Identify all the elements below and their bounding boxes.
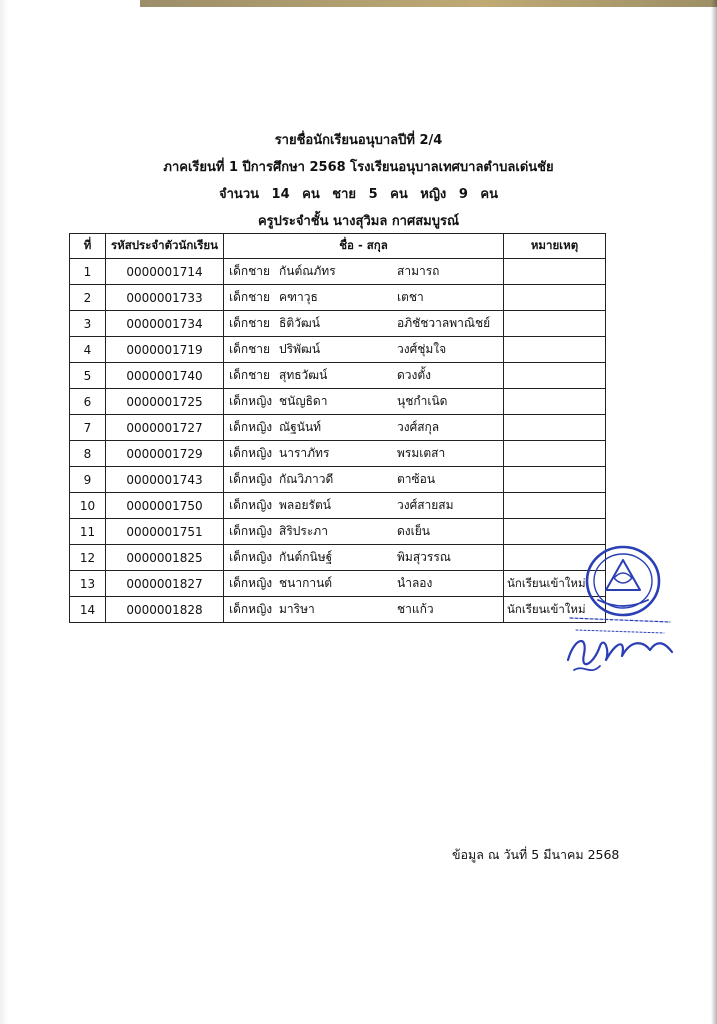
row-number: 8 bbox=[70, 441, 106, 467]
note bbox=[504, 285, 606, 311]
first-name: กัณวิภาวดี bbox=[279, 472, 334, 486]
total-label: จำนวน bbox=[219, 187, 260, 202]
student-id: 0000001750 bbox=[106, 493, 224, 519]
last-name: ตาซ้อน bbox=[397, 472, 436, 486]
student-name bbox=[224, 389, 504, 415]
name-prefix: เด็กชาย bbox=[229, 264, 271, 278]
note bbox=[504, 389, 606, 415]
name-prefix: เด็กหญิง bbox=[229, 394, 273, 408]
first-name: สิริประภา bbox=[279, 524, 328, 538]
note bbox=[504, 311, 606, 337]
student-name bbox=[224, 519, 504, 545]
seal-outer-ring bbox=[587, 547, 659, 615]
seal-inner-ring bbox=[594, 554, 652, 608]
student-name bbox=[224, 259, 504, 285]
row-number: 13 bbox=[70, 571, 106, 597]
row-number: 4 bbox=[70, 337, 106, 363]
page-subtitle: ภาคเรียนที่ 1 ปีการศึกษา 2568 โรงเรียนอนุบาลเทศบาลตำบลเด่นชัย bbox=[163, 160, 554, 175]
note bbox=[504, 493, 606, 519]
first-name: สุทธวัฒน์ bbox=[279, 368, 328, 382]
table-row bbox=[70, 285, 606, 311]
table-row bbox=[70, 467, 606, 493]
name-prefix: เด็กหญิง bbox=[229, 446, 273, 460]
row-number: 2 bbox=[70, 285, 106, 311]
first-name: ชนัญธิดา bbox=[279, 394, 328, 408]
table-header-row bbox=[70, 234, 606, 259]
student-id: 0000001743 bbox=[106, 467, 224, 493]
name-prefix: เด็กหญิง bbox=[229, 524, 273, 538]
table-row bbox=[70, 545, 606, 571]
table-row bbox=[70, 441, 606, 467]
table-row bbox=[70, 337, 606, 363]
row-number: 7 bbox=[70, 415, 106, 441]
male-label: ชาย bbox=[332, 187, 357, 202]
seal-ribbon bbox=[598, 600, 648, 606]
student-id: 0000001825 bbox=[106, 545, 224, 571]
student-id: 0000001729 bbox=[106, 441, 224, 467]
last-name: วงศ์ชุ่มใจ bbox=[397, 342, 447, 356]
unit-label: คน bbox=[390, 187, 408, 202]
table-row bbox=[70, 519, 606, 545]
name-prefix: เด็กหญิง bbox=[229, 602, 273, 616]
last-name: นุชกำเนิด bbox=[397, 394, 448, 408]
student-id: 0000001734 bbox=[106, 311, 224, 337]
note bbox=[504, 337, 606, 363]
school-seal-stamp bbox=[560, 538, 710, 688]
seal-emblem-shape bbox=[606, 560, 640, 590]
first-name: ชนากานต์ bbox=[279, 576, 333, 590]
column-header-note: หมายเหตุ bbox=[504, 234, 606, 259]
signature-flourish bbox=[574, 666, 600, 670]
last-name: อภิชัชวาลพาณิชย์ bbox=[397, 316, 491, 330]
table-body bbox=[70, 259, 606, 623]
last-name: สามารถ bbox=[397, 264, 440, 278]
student-name bbox=[224, 571, 504, 597]
name-prefix: เด็กชาย bbox=[229, 290, 271, 304]
last-name: พิมสุวรรณ bbox=[397, 550, 451, 564]
name-prefix: เด็กชาย bbox=[229, 316, 271, 330]
seal-emblem-detail bbox=[614, 573, 632, 583]
student-id: 0000001725 bbox=[106, 389, 224, 415]
student-name bbox=[224, 415, 504, 441]
row-number: 12 bbox=[70, 545, 106, 571]
note bbox=[504, 467, 606, 493]
row-number: 10 bbox=[70, 493, 106, 519]
student-name bbox=[224, 597, 504, 623]
student-name bbox=[224, 285, 504, 311]
total-count: 14 bbox=[271, 187, 290, 202]
last-name: วงศ์สกุล bbox=[397, 420, 440, 434]
left-scan-shadow bbox=[0, 0, 8, 1024]
column-header-student-id: รหัสประจำตัวนักเรียน bbox=[106, 234, 224, 259]
student-id: 0000001727 bbox=[106, 415, 224, 441]
female-count: 9 bbox=[458, 187, 468, 202]
unit-label: คน bbox=[302, 187, 320, 202]
student-id: 0000001714 bbox=[106, 259, 224, 285]
student-name bbox=[224, 467, 504, 493]
student-id: 0000001719 bbox=[106, 337, 224, 363]
page-title: รายชื่อนักเรียนอนุบาลปีที่ 2/4 bbox=[274, 133, 443, 148]
name-prefix: เด็กชาย bbox=[229, 368, 271, 382]
table-row bbox=[70, 259, 606, 285]
name-prefix: เด็กหญิง bbox=[229, 472, 273, 486]
student-id: 0000001733 bbox=[106, 285, 224, 311]
first-name: นาราภัทร bbox=[279, 446, 330, 460]
female-label: หญิง bbox=[420, 187, 447, 202]
table-row bbox=[70, 363, 606, 389]
student-name bbox=[224, 441, 504, 467]
student-name bbox=[224, 363, 504, 389]
note bbox=[504, 441, 606, 467]
row-number: 3 bbox=[70, 311, 106, 337]
row-number: 9 bbox=[70, 467, 106, 493]
note bbox=[504, 259, 606, 285]
first-name: กันต์กนิษฐ์ bbox=[279, 550, 333, 564]
last-name: วงศ์สายสม bbox=[397, 498, 454, 512]
first-name: ธิติวัฒน์ bbox=[279, 316, 320, 330]
note bbox=[504, 363, 606, 389]
table-row bbox=[70, 493, 606, 519]
student-name bbox=[224, 337, 504, 363]
top-scan-edge bbox=[140, 0, 717, 7]
row-number: 14 bbox=[70, 597, 106, 623]
seal-text-line bbox=[576, 630, 664, 633]
first-name: ปริพัฒน์ bbox=[279, 342, 321, 356]
student-id: 0000001740 bbox=[106, 363, 224, 389]
student-roster-table bbox=[69, 233, 606, 623]
student-id: 0000001751 bbox=[106, 519, 224, 545]
row-number: 6 bbox=[70, 389, 106, 415]
table-row bbox=[70, 311, 606, 337]
last-name: ดงเย็น bbox=[397, 524, 430, 538]
row-number: 1 bbox=[70, 259, 106, 285]
last-name: พรมเตสา bbox=[397, 446, 446, 460]
row-number: 5 bbox=[70, 363, 106, 389]
name-prefix: เด็กหญิง bbox=[229, 550, 273, 564]
note: นักเรียนเข้าใหม่ bbox=[504, 597, 606, 623]
name-prefix: เด็กชาย bbox=[229, 342, 271, 356]
first-name: มาริษา bbox=[279, 602, 315, 616]
note: นักเรียนเข้าใหม่ bbox=[504, 571, 606, 597]
row-number: 11 bbox=[70, 519, 106, 545]
first-name: คฑาวุธ bbox=[279, 290, 318, 304]
student-count-line bbox=[0, 183, 717, 204]
last-name: ดวงตั้ง bbox=[397, 368, 432, 382]
name-prefix: เด็กหญิง bbox=[229, 576, 273, 590]
column-header-name: ชื่อ - สกุล bbox=[224, 234, 504, 259]
table-row bbox=[70, 597, 606, 623]
student-name bbox=[224, 311, 504, 337]
male-count: 5 bbox=[368, 187, 378, 202]
homeroom-teacher: ครูประจำชั้น นางสุวิมล กาศสมบูรณ์ bbox=[257, 214, 460, 229]
student-name bbox=[224, 545, 504, 571]
first-name: ณัฐนันท์ bbox=[279, 420, 322, 434]
signature-scribble bbox=[568, 641, 672, 664]
seal-text-line bbox=[570, 618, 670, 622]
note bbox=[504, 415, 606, 441]
last-name: นำลอง bbox=[397, 576, 433, 590]
table-row bbox=[70, 415, 606, 441]
column-header-no: ที่ bbox=[70, 234, 106, 259]
student-id: 0000001828 bbox=[106, 597, 224, 623]
unit-label: คน bbox=[480, 187, 498, 202]
name-prefix: เด็กหญิง bbox=[229, 420, 273, 434]
right-scan-edge bbox=[711, 0, 717, 1024]
student-id: 0000001827 bbox=[106, 571, 224, 597]
last-name: ชาแก้ว bbox=[397, 602, 434, 616]
data-as-of-date: ข้อมูล ณ วันที่ 5 มีนาคม 2568 bbox=[452, 847, 620, 862]
name-prefix: เด็กหญิง bbox=[229, 498, 273, 512]
first-name: พลอยรัตน์ bbox=[279, 498, 331, 512]
table-row bbox=[70, 389, 606, 415]
student-name bbox=[224, 493, 504, 519]
table-row bbox=[70, 571, 606, 597]
last-name: เตชา bbox=[397, 290, 424, 304]
first-name: กันต์ณภัทร bbox=[279, 264, 336, 278]
